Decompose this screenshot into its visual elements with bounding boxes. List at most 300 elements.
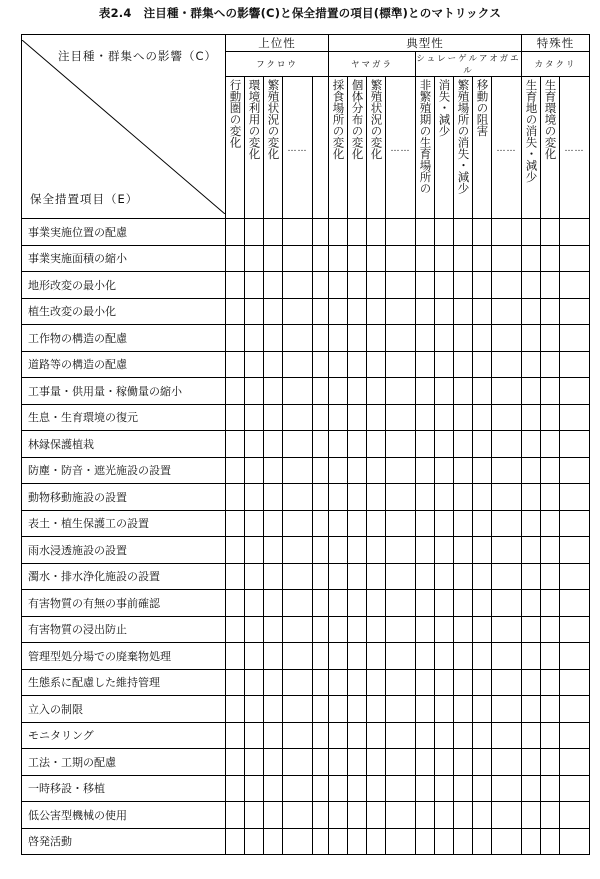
matrix-table [21,34,590,855]
matrix-cell [416,749,435,776]
matrix-cell [541,828,560,855]
matrix-cell [454,245,473,272]
matrix-cell [348,696,367,723]
effect-axis-label: 注目種・群集への影響（C） [57,48,217,63]
matrix-cell [283,775,313,802]
matrix-cell [348,298,367,325]
table-row [22,325,590,352]
column-header: 消失・減少 [435,77,454,219]
table-row [22,749,590,776]
matrix-cell [416,696,435,723]
matrix-cell [435,298,454,325]
measure-label: 植生改変の最小化 [22,298,226,325]
matrix-cell [264,431,283,458]
measure-label: 防塵・防音・遮光施設の設置 [22,457,226,484]
matrix-cell [541,245,560,272]
matrix-cell [386,722,416,749]
table-row [22,537,590,564]
species-header-tit: ヤマガラ [329,52,416,77]
table-row [22,351,590,378]
matrix-cell [313,457,329,484]
matrix-cell [541,722,560,749]
matrix-cell [473,457,492,484]
matrix-cell [245,457,264,484]
matrix-cell [541,219,560,246]
matrix-cell [245,404,264,431]
matrix-cell [264,378,283,405]
matrix-cell [454,457,473,484]
matrix-cell [416,537,435,564]
matrix-cell [367,325,386,352]
matrix-cell [367,298,386,325]
matrix-cell [283,696,313,723]
matrix-cell [416,431,435,458]
matrix-cell [348,775,367,802]
matrix-cell [522,404,541,431]
table-row [22,457,590,484]
matrix-cell [283,272,313,299]
matrix-cell [454,219,473,246]
matrix-cell [416,828,435,855]
matrix-cell [283,298,313,325]
matrix-cell [245,298,264,325]
table-row [22,298,590,325]
matrix-cell [313,537,329,564]
table-row [22,590,590,617]
matrix-cell [329,457,348,484]
matrix-cell [492,590,522,617]
matrix-cell [454,272,473,299]
matrix-cell [367,245,386,272]
matrix-cell [386,457,416,484]
matrix-cell [541,457,560,484]
matrix-cell [264,272,283,299]
matrix-cell [435,749,454,776]
matrix-cell [560,696,590,723]
matrix-cell [473,484,492,511]
matrix-cell [473,404,492,431]
matrix-cell [386,272,416,299]
matrix-cell [492,272,522,299]
measure-label: 有害物質の有無の事前確認 [22,590,226,617]
matrix-cell [313,669,329,696]
matrix-cell [313,643,329,670]
matrix-cell [454,510,473,537]
matrix-cell [454,643,473,670]
matrix-cell [473,325,492,352]
table-row [22,510,590,537]
matrix-cell [348,457,367,484]
matrix-cell [329,351,348,378]
matrix-cell [226,484,245,511]
measure-label: 工作物の構造の配慮 [22,325,226,352]
matrix-cell [522,245,541,272]
matrix-cell [522,775,541,802]
matrix-cell [245,563,264,590]
matrix-cell [329,696,348,723]
matrix-cell [492,749,522,776]
matrix-cell [541,749,560,776]
matrix-cell [492,775,522,802]
matrix-cell [226,431,245,458]
matrix-cell [245,351,264,378]
matrix-cell [264,298,283,325]
matrix-cell [264,749,283,776]
group-header-typical: 典型性 [329,35,522,52]
matrix-cell [473,696,492,723]
matrix-cell [329,431,348,458]
matrix-cell [283,457,313,484]
measure-label: 事業実施面積の縮小 [22,245,226,272]
matrix-cell [329,510,348,537]
matrix-cell [560,749,590,776]
matrix-cell [245,828,264,855]
matrix-cell [283,669,313,696]
matrix-cell [541,298,560,325]
matrix-cell [435,537,454,564]
matrix-cell [416,378,435,405]
matrix-cell [264,457,283,484]
matrix-cell [367,537,386,564]
matrix-cell [264,510,283,537]
matrix-cell [226,643,245,670]
matrix-cell [348,590,367,617]
matrix-cell [560,378,590,405]
table-row [22,245,590,272]
matrix-cell [454,590,473,617]
matrix-cell [416,457,435,484]
matrix-cell [226,696,245,723]
matrix-cell [473,510,492,537]
matrix-cell [416,616,435,643]
matrix-cell [348,802,367,829]
matrix-cell [522,431,541,458]
measure-label: 濁水・排水浄化施設の設置 [22,563,226,590]
matrix-cell [264,351,283,378]
column-header: 非繁殖期の生育場所の [416,77,435,219]
matrix-cell [435,351,454,378]
measure-label: 道路等の構造の配慮 [22,351,226,378]
matrix-cell [541,775,560,802]
matrix-cell [226,378,245,405]
matrix-cell [313,696,329,723]
matrix-cell [386,802,416,829]
matrix-cell [560,590,590,617]
matrix-cell [283,245,313,272]
matrix-cell [386,510,416,537]
matrix-cell [416,325,435,352]
matrix-cell [245,696,264,723]
matrix-cell [348,351,367,378]
matrix-cell [226,325,245,352]
matrix-cell [367,457,386,484]
matrix-cell [522,351,541,378]
table-row [22,378,590,405]
species-header-owl: フクロウ [226,52,329,77]
matrix-cell [386,828,416,855]
matrix-cell [522,484,541,511]
matrix-cell [435,563,454,590]
matrix-cell [226,828,245,855]
matrix-cell [226,775,245,802]
matrix-cell [264,669,283,696]
matrix-cell [386,431,416,458]
matrix-cell [560,245,590,272]
matrix-cell [283,351,313,378]
matrix-cell [264,404,283,431]
matrix-cell [283,616,313,643]
matrix-cell [245,616,264,643]
matrix-cell [416,510,435,537]
matrix-cell [560,802,590,829]
matrix-cell [386,484,416,511]
matrix-cell [329,722,348,749]
matrix-cell [560,219,590,246]
matrix-cell [245,245,264,272]
matrix-cell [329,219,348,246]
table-row [22,272,590,299]
matrix-cell [473,722,492,749]
matrix-cell [454,669,473,696]
matrix-cell [416,643,435,670]
matrix-cell [454,775,473,802]
matrix-cell [541,563,560,590]
matrix-cell [386,219,416,246]
matrix-cell [492,669,522,696]
matrix-cell [435,457,454,484]
matrix-cell [313,484,329,511]
matrix-cell [367,378,386,405]
matrix-cell [386,378,416,405]
matrix-cell [245,590,264,617]
matrix-cell [313,325,329,352]
matrix-cell [226,245,245,272]
matrix-cell [226,457,245,484]
matrix-cell [329,590,348,617]
measure-label: 動物移動施設の設置 [22,484,226,511]
matrix-cell [492,696,522,723]
matrix-cell [473,669,492,696]
matrix-cell [522,643,541,670]
matrix-cell [492,351,522,378]
matrix-cell [264,696,283,723]
matrix-cell [492,828,522,855]
matrix-cell [522,298,541,325]
matrix-cell [283,749,313,776]
matrix-cell [416,245,435,272]
matrix-cell [313,590,329,617]
matrix-cell [348,431,367,458]
matrix-cell [283,563,313,590]
matrix-cell [454,431,473,458]
matrix-cell [313,510,329,537]
matrix-cell [348,828,367,855]
table-row [22,775,590,802]
matrix-cell [473,272,492,299]
matrix-cell [245,378,264,405]
matrix-cell [416,775,435,802]
matrix-cell [435,669,454,696]
matrix-cell [283,828,313,855]
matrix-cell [245,749,264,776]
matrix-cell [329,537,348,564]
matrix-cell [454,537,473,564]
matrix-cell [283,219,313,246]
matrix-cell [560,484,590,511]
matrix-cell [560,431,590,458]
matrix-cell [264,245,283,272]
matrix-cell [329,272,348,299]
measure-label: 有害物質の浸出防止 [22,616,226,643]
table-title: 注目種・群集への影響(C)と保全措置の項目(標準)とのマトリックス [143,6,502,20]
matrix-cell [541,802,560,829]
matrix-cell [541,272,560,299]
table-row [22,616,590,643]
matrix-cell [313,775,329,802]
matrix-cell [560,537,590,564]
table-row [22,802,590,829]
matrix-cell [541,404,560,431]
matrix-cell [435,828,454,855]
matrix-cell [473,298,492,325]
matrix-cell [245,325,264,352]
matrix-cell [283,378,313,405]
matrix-cell [226,616,245,643]
matrix-cell [329,245,348,272]
matrix-cell [348,563,367,590]
matrix-cell [522,378,541,405]
matrix-cell [492,457,522,484]
species-header-frog: シュレーゲルアオガエル [416,52,522,77]
matrix-cell [541,643,560,670]
matrix-cell [492,563,522,590]
matrix-cell [522,669,541,696]
matrix-cell [348,537,367,564]
matrix-cell [313,404,329,431]
matrix-cell [473,590,492,617]
matrix-cell [386,537,416,564]
matrix-cell [541,378,560,405]
matrix-cell [435,404,454,431]
matrix-cell [473,219,492,246]
matrix-cell [264,616,283,643]
matrix-cell [435,802,454,829]
column-header: 個体分布の変化 [348,77,367,219]
matrix-cell [264,722,283,749]
matrix-cell [313,828,329,855]
matrix-cell [313,802,329,829]
matrix-cell [313,431,329,458]
table-row [22,696,590,723]
matrix-cell [454,696,473,723]
matrix-cell [522,325,541,352]
matrix-cell [416,669,435,696]
measure-label: 雨水浸透施設の設置 [22,537,226,564]
matrix-cell [264,643,283,670]
matrix-cell [522,457,541,484]
matrix-cell [367,590,386,617]
table-row [22,219,590,246]
matrix-cell [313,749,329,776]
matrix-cell [416,351,435,378]
matrix-cell [264,484,283,511]
matrix-cell [367,828,386,855]
matrix-cell [492,404,522,431]
matrix-cell [386,669,416,696]
matrix-cell [492,510,522,537]
matrix-cell [313,378,329,405]
matrix-cell [313,245,329,272]
column-header: 生育地の消失・減少 [522,77,541,219]
matrix-cell [226,749,245,776]
matrix-cell [435,219,454,246]
matrix-cell [348,510,367,537]
matrix-cell [313,351,329,378]
matrix-cell [492,722,522,749]
measure-label: 林縁保護植栽 [22,431,226,458]
matrix-cell [348,484,367,511]
matrix-cell [541,590,560,617]
matrix-cell [522,272,541,299]
column-header: 採食場所の変化 [329,77,348,219]
matrix-cell [454,404,473,431]
matrix-cell [245,537,264,564]
matrix-cell [283,643,313,670]
matrix-cell [348,272,367,299]
matrix-cell [454,749,473,776]
matrix-cell [386,351,416,378]
column-ellipsis: …… [492,77,522,219]
matrix-cell [367,802,386,829]
matrix-cell [245,272,264,299]
column-header-blank [313,77,329,219]
matrix-cell [283,484,313,511]
matrix-cell [329,325,348,352]
matrix-cell [226,404,245,431]
matrix-cell [473,245,492,272]
measure-label: モニタリング [22,722,226,749]
matrix-cell [492,616,522,643]
matrix-cell [522,696,541,723]
matrix-cell [454,722,473,749]
column-ellipsis: …… [386,77,416,219]
measure-label: 低公害型機械の使用 [22,802,226,829]
matrix-cell [435,431,454,458]
measure-label: 表土・植生保護工の設置 [22,510,226,537]
measure-label: 工法・工期の配慮 [22,749,226,776]
column-ellipsis: …… [560,77,590,219]
matrix-cell [367,722,386,749]
matrix-cell [454,802,473,829]
matrix-cell [367,351,386,378]
column-header: 環境利用の変化 [245,77,264,219]
matrix-cell [522,802,541,829]
matrix-cell [522,590,541,617]
matrix-cell [560,457,590,484]
matrix-cell [313,722,329,749]
matrix-cell [386,616,416,643]
matrix-cell [492,325,522,352]
table-row [22,404,590,431]
measure-label: 地形改変の最小化 [22,272,226,299]
matrix-cell [226,510,245,537]
matrix-cell [435,616,454,643]
table-number: 表2.4 [98,6,132,20]
matrix-cell [473,828,492,855]
matrix-cell [283,590,313,617]
matrix-cell [329,404,348,431]
matrix-cell [435,484,454,511]
